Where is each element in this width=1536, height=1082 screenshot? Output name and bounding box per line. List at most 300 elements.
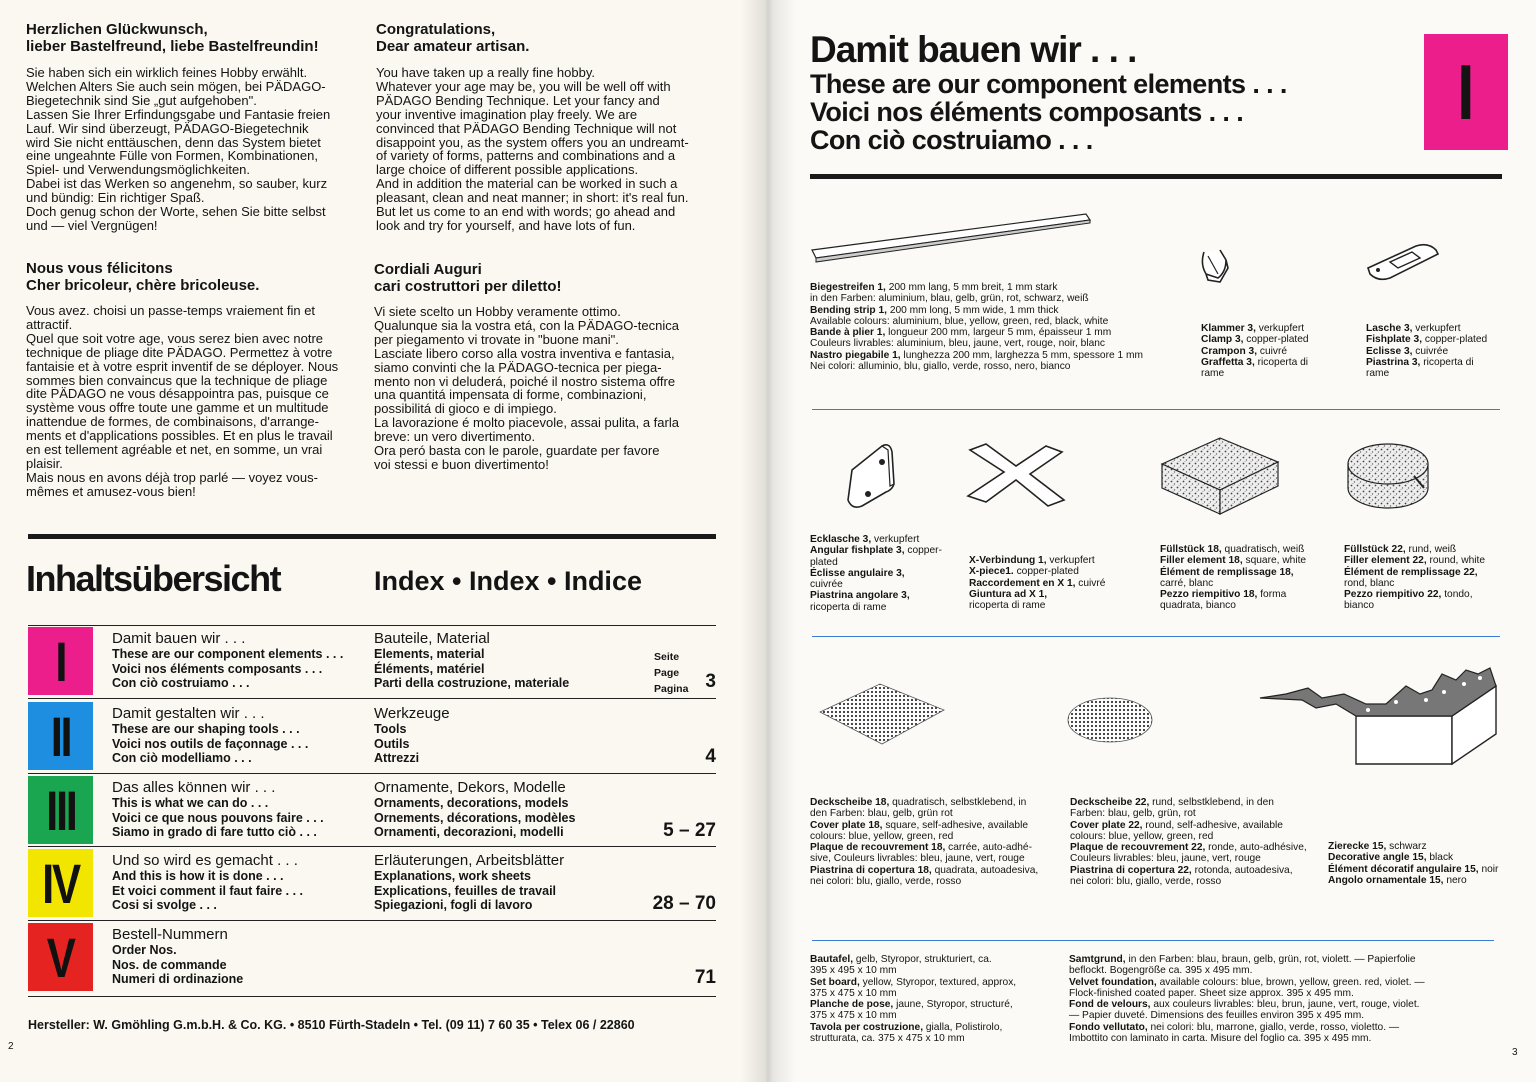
desc-line-text: nero — [1443, 874, 1467, 886]
desc-line — [810, 305, 1143, 316]
text-line: système vous offre toute une gamme et un multitude — [26, 400, 329, 416]
text-line: Dabei ist das Werken so angenehm, so sauber, kurz — [26, 176, 328, 192]
desc-cover-plate-18 — [810, 797, 1038, 887]
desc-line-text: square, self-adhesive, available — [882, 819, 1029, 831]
desc-line-text: Imbottito con laminato in carta. Misure del foglio ca. 395 x 495 mm. — [1069, 1033, 1372, 1045]
index-row-4 — [28, 849, 716, 917]
desc-line — [810, 808, 1038, 819]
desc-line-text: gialla, Polistirolo, — [923, 1021, 1003, 1033]
desc-line — [810, 557, 942, 568]
desc-line — [1366, 346, 1487, 357]
desc-line-text: round, self-adhesive, available — [1142, 819, 1283, 831]
index-top-rule — [28, 534, 716, 539]
row-2-page: 4 — [705, 746, 716, 767]
desc-line — [969, 600, 1105, 611]
text-line: Sie haben sich ein wirklich feines Hobby erwählt. — [26, 65, 308, 80]
french-intro — [26, 260, 366, 499]
desc-line-text: cuivrée — [1412, 345, 1449, 357]
row-2-col2: Werkzeuge Tools Outils Attrezzi — [374, 705, 450, 765]
text-line: und bündig: Ein richtiger Spaß. — [26, 190, 205, 206]
fishplate-illustration — [1364, 240, 1444, 284]
desc-line-bold: Füllstück 22, — [1344, 544, 1406, 555]
text-line: Lasciate libero corso alla vostra inventiva e fantasia, — [374, 345, 675, 361]
desc-line — [1069, 999, 1425, 1010]
text-line: Whatever your age may be, you will be well off with — [376, 78, 671, 94]
text-line: per piegamento vi trovate in "buone mani". — [374, 331, 619, 347]
desc-line-text: yellow, Styropor, textured, approx, — [859, 976, 1017, 988]
desc-line-text: verkupfert — [871, 534, 920, 545]
desc-line-text: Farben: blau, gelb, grün, rot — [1070, 808, 1196, 820]
desc-line — [1160, 544, 1306, 555]
section-divider — [812, 940, 1494, 941]
desc-line — [969, 578, 1105, 589]
index-separator — [28, 773, 716, 774]
desc-line — [1201, 346, 1309, 357]
row-4-col1: Und so wird es gemacht . . . And this is how it is done . . . Et voici comment il faut faire . . . Cosi si svolge . . . — [112, 852, 304, 912]
row-4-col2: Erläuterungen, Arbeitsblätter Explanations, work sheets Explications, feuilles de travail Spiegazioni, fogli di lavoro — [374, 852, 565, 912]
desc-line-text: ricoperta di rame — [969, 600, 1046, 612]
desc-line-text: Couleurs livrables: bleu, jaune, vert, rouge — [1070, 853, 1261, 865]
desc-line-bold: Zierecke 15, — [1328, 841, 1387, 852]
desc-line — [810, 534, 942, 545]
desc-line-bold: Angolo ornamentale 15, — [1328, 874, 1444, 886]
desc-line — [1069, 954, 1425, 965]
desc-line-bold: Clamp 3, — [1201, 334, 1244, 346]
page-number-left: 2 — [8, 1041, 14, 1052]
desc-line-bold: Deckscheibe 18, — [810, 797, 890, 808]
desc-line-text: tondo, — [1441, 589, 1473, 601]
desc-line — [1344, 600, 1485, 611]
desc-line-text: rotonda, autoadesiva, — [1191, 864, 1293, 876]
desc-line — [810, 853, 1038, 864]
row-4-page: 28 – 70 — [652, 893, 716, 914]
text-line: La lavorazione é molto piacevole, assai pulita, a farla — [374, 415, 679, 431]
desc-line — [1201, 357, 1309, 368]
row-1-page: 3 — [705, 671, 716, 692]
text-line: eine ungeahnte Fülle von Formen, Kombinationen, — [26, 148, 318, 164]
desc-line-text: colours: blue, yellow, green, red — [810, 830, 954, 842]
desc-line-bold: Graffetta 3, — [1201, 356, 1255, 368]
desc-line-text: ricoperta di — [1254, 356, 1309, 368]
desc-line-bold: Bande à plier 1, — [810, 327, 886, 339]
desc-line-text: quadratisch, selbstklebend, in — [889, 797, 1027, 808]
text-line: sommes bien convaincus que la technique de pliage — [26, 372, 328, 388]
english-intro-title: Congratulations, Dear amateur artisan. — [376, 21, 530, 55]
decorative-angle-illustration — [1256, 664, 1504, 768]
desc-line — [969, 555, 1105, 566]
desc-line — [1069, 1022, 1425, 1033]
section-tab-5: V — [28, 923, 93, 991]
desc-line — [1070, 842, 1307, 853]
desc-line-bold: Deckscheibe 22, — [1070, 797, 1150, 808]
text-line: Quel que soit votre age, vous serez bien avec notre — [26, 330, 324, 346]
desc-bending-strip — [810, 282, 1143, 372]
desc-line-text: ricoperta di rame — [810, 601, 887, 613]
desc-line-text: black — [1426, 852, 1454, 864]
desc-line — [1366, 334, 1487, 345]
components-title: Damit bauen wir . . . These are our component elements . . . Voici nos éléments composants . . . Con ciò costruiamo . . . — [810, 29, 1287, 155]
desc-line — [810, 865, 1038, 876]
desc-line-text: quadrata, autoadesiva, — [931, 864, 1039, 876]
index-row-5 — [28, 923, 716, 991]
desc-line — [1069, 1010, 1425, 1021]
desc-line-text: 375 x 475 x 10 mm — [810, 987, 897, 999]
desc-fishplate — [1366, 323, 1487, 379]
desc-line — [1201, 334, 1309, 345]
text-line: Lassen Sie Ihrer Erfindungsgabe und Fantasie freien — [26, 106, 331, 122]
desc-line-bold: Lasche 3, — [1366, 323, 1413, 334]
desc-line — [969, 566, 1105, 577]
text-line: en est tellement agréable et net, en somme, un vrai — [26, 442, 323, 458]
desc-line-text: jaune, Styropor, structuré, — [893, 999, 1013, 1011]
desc-line-text: verkupfert — [1255, 323, 1305, 334]
text-line: Mais nous en avons déjà trop parlé — voyez vous- — [26, 469, 318, 485]
desc-line — [810, 1033, 1016, 1044]
desc-line — [1160, 578, 1306, 589]
desc-line-bold: Plaque de recouvrement 18, — [810, 842, 946, 854]
text-line: inattendue de formes, de combinaisons, d'arrange- — [26, 414, 319, 430]
italian-intro — [374, 261, 719, 472]
manufacturer-footer: Hersteller: W. Gmöhling G.m.b.H. & Co. KG. • 8510 Fürth-Stadeln • Tel. (09 11) 7 60 35 • Telex 06 / 22860 — [28, 1018, 635, 1032]
text-line: Spiel- und Verwendungsmöglichkeiten. — [26, 162, 251, 178]
desc-line — [1160, 555, 1306, 566]
desc-line — [810, 316, 1143, 327]
desc-line-text: nei colori: blu, giallo, verde, rosso — [810, 876, 962, 888]
row-5-col1: Bestell-Nummern Order Nos. Nos. de commande Numeri di ordinazione — [112, 926, 244, 986]
cover-plate-22-illustration — [1066, 696, 1156, 746]
text-line: dite PÄDAGO ne vous désappointra pas, puisque ce — [26, 386, 329, 402]
desc-line-text: copper-plated — [1422, 334, 1488, 346]
desc-line — [810, 965, 1016, 976]
page-number-right: 3 — [1512, 1047, 1518, 1058]
desc-line-bold: Pezzo riempitivo 22, — [1344, 589, 1442, 601]
index-subtitle: Index • Index • Indice — [374, 566, 642, 596]
desc-line-text: gelb, Styropor, strukturiert, ca. — [853, 954, 992, 965]
desc-line-bold: Piastrina 3, — [1366, 356, 1421, 368]
desc-line-bold: Planche de pose, — [810, 999, 894, 1011]
index-separator — [28, 698, 716, 699]
desc-line — [810, 350, 1143, 361]
desc-line — [1069, 965, 1425, 976]
text-line: ments et d'applications possibles. Et en plus le travail — [26, 428, 333, 444]
row-3-col1: Das alles können wir . . . This is what we can do . . . Voici ce que nous pouvons faire . . . Siamo in grado di fare tutto ciò . . . — [112, 779, 324, 839]
right-page — [768, 0, 1536, 1082]
desc-line — [1344, 544, 1485, 555]
desc-line — [1070, 808, 1307, 819]
desc-filler-22 — [1344, 544, 1485, 612]
desc-line — [1070, 876, 1307, 887]
desc-line-text: round, white — [1426, 555, 1486, 567]
text-line: your inventive imagination play freely. We are — [376, 106, 638, 122]
desc-line-text: rund, selbstklebend, in den — [1149, 797, 1274, 808]
desc-line-text: rund, weiß — [1405, 544, 1457, 555]
desc-line-bold: Klammer 3, — [1201, 323, 1256, 334]
desc-line-text: Available colours: aluminium, blue, yellow, green, red, black, white — [810, 315, 1109, 327]
desc-line-text: — Papier duveté. Dimensions des feuilles environ 395 x 495 mm. — [1069, 1010, 1365, 1022]
desc-line — [810, 361, 1143, 372]
text-line: mento non vi deluderá, poiché il nostro sistema offre — [374, 373, 676, 389]
desc-line-bold: Pezzo riempitivo 18, — [1160, 589, 1258, 601]
desc-line-bold: Plaque de recouvrement 22, — [1070, 842, 1206, 854]
desc-line-bold: Cover plate 22, — [1070, 819, 1143, 831]
text-line: Welchen Alters Sie auch sein mögen, bei PÄDAGO- — [26, 78, 326, 94]
desc-line — [810, 590, 942, 601]
row-3-col2: Ornamente, Dekors, Modelle Ornaments, decorations, models Ornements, décorations, modèles Ornamenti, decorazioni, modelli — [374, 779, 576, 839]
desc-set-board — [810, 954, 1016, 1044]
desc-line-text: 375 x 475 x 10 mm — [810, 1010, 897, 1022]
desc-line-bold: Piastrina angolare 3, — [810, 590, 910, 602]
text-line: of variety of forms, patterns and combinations and a — [376, 148, 676, 164]
desc-line — [1160, 600, 1306, 611]
desc-line — [1069, 1033, 1425, 1044]
desc-line-text: longueur 200 mm, largeur 5 mm, épaisseur 1 mm — [885, 327, 1112, 339]
x-piece-illustration — [964, 440, 1068, 512]
desc-line — [810, 954, 1016, 965]
text-line: technique de pliage dite PÄDAGO. Permettez à votre — [26, 344, 333, 360]
desc-line-bold: Filler element 18, — [1160, 555, 1243, 567]
desc-line-text: rame — [1201, 368, 1225, 380]
desc-line-text: schwarz — [1386, 841, 1427, 852]
desc-line-bold: Crampon 3, — [1201, 345, 1258, 357]
desc-line — [969, 589, 1105, 600]
desc-line-bold: Élément de remplissage 18, — [1160, 566, 1294, 578]
desc-line-bold: Set board, — [810, 976, 860, 988]
desc-line-bold: Filler element 22, — [1344, 555, 1427, 567]
row-5-page: 71 — [694, 967, 716, 988]
desc-line-bold: Eclisse 3, — [1366, 345, 1413, 357]
desc-line-text: sive, Couleurs livrables: bleu, jaune, vert, rouge — [810, 853, 1025, 865]
row-3-page: 5 – 27 — [663, 820, 716, 841]
desc-line-text: bianco — [1344, 600, 1375, 612]
section-divider — [812, 409, 1500, 410]
desc-line-bold: Velvet foundation, — [1069, 976, 1157, 988]
desc-line-text: Nei colori: alluminio, blu, giallo, verde, rosso, nero, bianco — [810, 361, 1071, 373]
text-line: But let us come to an end with words; go ahead and — [376, 204, 676, 220]
bending-strip-illustration — [806, 208, 1096, 264]
desc-line — [1160, 567, 1306, 578]
desc-line-bold: Samtgrund, — [1069, 954, 1126, 965]
desc-line-bold: Piastrina di copertura 18, — [810, 864, 932, 876]
desc-line — [810, 602, 942, 613]
index-separator — [28, 625, 716, 626]
text-line: PÄDAGO Bending Technique. Let your fancy and — [376, 92, 660, 108]
desc-line-bold: Fondo vellutato, — [1069, 1021, 1148, 1033]
desc-line-text: rond, blanc — [1344, 577, 1395, 589]
desc-line — [810, 338, 1143, 349]
text-line: pleasant, clean and neat manner; in short: it's real fun. — [376, 190, 689, 206]
text-line: und — viel Vergnügen! — [26, 217, 158, 233]
text-line: Lauf. Wir sind überzeugt, PÄDAGO-Biegetechnik — [26, 120, 309, 136]
desc-line — [1201, 368, 1309, 379]
desc-line-text: quadrata, bianco — [1160, 600, 1236, 612]
desc-line — [1160, 589, 1306, 600]
text-line: Ora peró basta con le parole, guardate per favore — [374, 443, 660, 459]
desc-line-text: lunghezza 200 mm, larghezza 5 mm, spessore 1 mm — [900, 349, 1143, 361]
desc-line — [1328, 852, 1498, 863]
desc-line — [810, 820, 1038, 831]
german-intro — [26, 21, 361, 233]
desc-line-bold: Nastro piegabile 1, — [810, 349, 901, 361]
desc-line-bold: X-piece1. — [969, 566, 1014, 578]
desc-line-bold: Giuntura ad X 1, — [969, 588, 1048, 600]
desc-line — [1070, 820, 1307, 831]
section-tab-4: IV — [28, 849, 93, 917]
row-1-col2: Bauteile, Material Elements, material Éléments, matériel Parti della costruzione, materiale — [374, 630, 570, 690]
italian-intro-text — [374, 305, 719, 472]
index-row-3 — [28, 776, 716, 844]
text-line: wird Sie nicht enttäuschen, denn das System bietet — [26, 134, 321, 150]
cover-plate-18-illustration — [818, 682, 946, 748]
desc-velvet-foundation — [1069, 954, 1425, 1044]
angular-fishplate-illustration — [842, 440, 912, 514]
text-line: Qualunque sia la vostra etá, con la PÄDAGO-tecnica — [374, 317, 679, 333]
desc-line-bold: Angular fishplate 3, — [810, 545, 905, 557]
desc-line-text: cuivré — [1257, 345, 1288, 357]
desc-line — [810, 568, 942, 579]
desc-line — [1070, 797, 1307, 808]
filler-element-18-illustration — [1158, 432, 1282, 518]
section-tab-3: III — [28, 776, 93, 844]
desc-decorative-angle — [1328, 841, 1498, 886]
desc-filler-18 — [1160, 544, 1306, 612]
desc-line-bold: Fishplate 3, — [1366, 334, 1423, 346]
desc-line — [1201, 323, 1309, 334]
desc-line — [1366, 368, 1487, 379]
desc-line-text: copper-plated — [1243, 334, 1309, 346]
desc-line-text: den Farben: blau, gelb, grün rot — [810, 808, 953, 820]
desc-line — [810, 282, 1143, 293]
italian-intro-title: Cordiali Auguri cari costruttori per diletto! — [374, 261, 562, 295]
text-line: possibilitá di gioco e di impiego. — [374, 401, 557, 417]
desc-line — [1328, 864, 1498, 875]
text-line: Vi siete scelto un Hobby veramente ottimo. — [374, 304, 621, 319]
desc-line-text: 200 mm lang, 5 mm breit, 1 mm stark — [885, 282, 1058, 293]
desc-line-text: 200 mm long, 5 mm wide, 1 mm thick — [886, 304, 1059, 316]
text-line: fantaisie et à votre esprit inventif de se déployer. Nous — [26, 358, 339, 374]
desc-line-bold: Bautafel, — [810, 954, 854, 965]
desc-line-text: available colours: blue, brown, yellow, green. red, violet. — — [1156, 976, 1425, 988]
section-tab-I: I — [1424, 34, 1508, 150]
french-intro-title: Nous vous félicitons Cher bricoleur, chère bricoleuse. — [26, 260, 260, 294]
desc-line-bold: Piastrina di copertura 22, — [1070, 864, 1192, 876]
desc-line-text: in den Farben: aluminium, blau, gelb, grün, rot, schwarz, weiß — [810, 293, 1089, 305]
desc-line-text: aux couleurs livrables: bleu, brun, jaune, vert, rouge, violet. — [1150, 999, 1420, 1011]
desc-line-bold: Ecklasche 3, — [810, 534, 872, 545]
desc-line-text: carrée, auto-adhé- — [945, 842, 1032, 854]
desc-line-bold: Füllstück 18, — [1160, 544, 1222, 555]
desc-line-text: carré, blanc — [1160, 577, 1214, 589]
desc-line-text: in den Farben: blau, braun, gelb, grün, rot, violett. — Papierfolie — [1125, 954, 1416, 965]
text-line: voi stessi e buon divertimento! — [374, 456, 549, 472]
desc-line — [810, 579, 942, 590]
desc-line-bold: Fond de velours, — [1069, 999, 1151, 1011]
desc-line — [810, 293, 1143, 304]
desc-line-bold: Biegestreifen 1, — [810, 282, 886, 293]
desc-line-bold: Tavola per costruzione, — [810, 1021, 924, 1033]
section-divider — [812, 636, 1500, 637]
desc-line — [1344, 555, 1485, 566]
row-1-col1: Damit bauen wir . . . These are our component elements . . . Voici nos éléments composants . . . Con ciò costruiamo . . . — [112, 630, 344, 690]
desc-line — [1344, 567, 1485, 578]
desc-line — [810, 977, 1016, 988]
desc-line-bold: Raccordement en X 1, — [969, 577, 1076, 589]
index-row-1 — [28, 627, 716, 695]
desc-line-text: colours: blue, yellow, green, red — [1070, 830, 1214, 842]
desc-line — [810, 1022, 1016, 1033]
desc-line-text: cuivré — [1075, 577, 1106, 589]
desc-line-text: nei colori: blu, marrone, giallo, verde, rosso, violetto. — — [1147, 1021, 1400, 1033]
desc-line-text: copper-plated — [1013, 566, 1079, 578]
text-line: You have taken up a really fine hobby. — [376, 65, 595, 80]
desc-line — [810, 1010, 1016, 1021]
english-intro — [376, 21, 721, 233]
desc-angular-fishplate — [810, 534, 942, 613]
english-intro-text — [376, 66, 721, 233]
desc-line-text: nei colori: blu, giallo, verde, rosso — [1070, 876, 1222, 888]
desc-line — [1344, 578, 1485, 589]
text-line: disappoint you, as the system offers you an undreamt- — [376, 134, 689, 150]
desc-line — [1366, 323, 1487, 334]
desc-line-text: ricoperta di — [1420, 356, 1474, 368]
desc-line-text: copper- — [904, 545, 942, 557]
desc-line-text: noir — [1478, 863, 1499, 875]
desc-line — [810, 999, 1016, 1010]
index-separator — [28, 996, 716, 997]
clamp-illustration — [1196, 244, 1236, 284]
text-line: Doch genug schon der Worte, sehen Sie bitte selbst — [26, 204, 326, 220]
desc-line-bold: Élément décoratif angulaire 15, — [1328, 863, 1479, 875]
desc-line-text: strutturata, ca. 375 x 475 x 10 mm — [810, 1033, 965, 1045]
index-separator — [28, 920, 716, 921]
german-intro-text — [26, 66, 361, 233]
desc-line-text: verkupfert — [1046, 555, 1095, 566]
desc-line — [810, 327, 1143, 338]
desc-line-bold: Decorative angle 15, — [1328, 852, 1427, 864]
desc-clamp — [1201, 323, 1309, 379]
filler-element-22-illustration — [1344, 436, 1434, 514]
index-title: Inhaltsübersicht — [26, 558, 281, 599]
desc-line-text: Flock-finished coated paper. Sheet size approx. 395 x 495 mm. — [1069, 987, 1354, 999]
text-line: mêmes et amusez-vous bien! — [26, 483, 196, 499]
title-rule — [810, 174, 1502, 179]
desc-line — [810, 842, 1038, 853]
text-line: look and try for yourself, and have lots of fun. — [376, 217, 636, 233]
section-tab-1: I — [28, 627, 93, 695]
text-line: large choice of different possible applications. — [376, 162, 639, 178]
desc-line-bold: Cover plate 18, — [810, 819, 883, 831]
index-separator — [28, 846, 716, 847]
text-line: Biegetechnik sind Sie „gut aufgehoben". — [26, 92, 257, 108]
desc-line — [1344, 589, 1485, 600]
desc-cover-plate-22 — [1070, 797, 1307, 887]
page-labels: Seite Page Pagina — [654, 651, 689, 695]
desc-line — [1070, 853, 1307, 864]
desc-line — [810, 988, 1016, 999]
desc-line-bold: Élément de remplissage 22, — [1344, 566, 1478, 578]
desc-line-bold: Éclisse angulaire 3, — [810, 567, 905, 579]
desc-line — [810, 797, 1038, 808]
desc-line-text: verkupfert — [1412, 323, 1461, 334]
desc-line — [810, 831, 1038, 842]
german-intro-title: Herzlichen Glückwunsch, lieber Bastelfreund, liebe Bastelfreundin! — [26, 21, 319, 55]
text-line: siamo convinti che la PÄDAGO-tecnica per piega- — [374, 359, 662, 375]
desc-line-bold: X-Verbindung 1, — [969, 555, 1047, 566]
text-line: breve: un vero divertimento. — [374, 429, 536, 445]
desc-line-text: ronde, auto-adhésive, — [1205, 842, 1307, 854]
desc-line — [1328, 875, 1498, 886]
desc-line — [1069, 988, 1425, 999]
desc-line — [1366, 357, 1487, 368]
